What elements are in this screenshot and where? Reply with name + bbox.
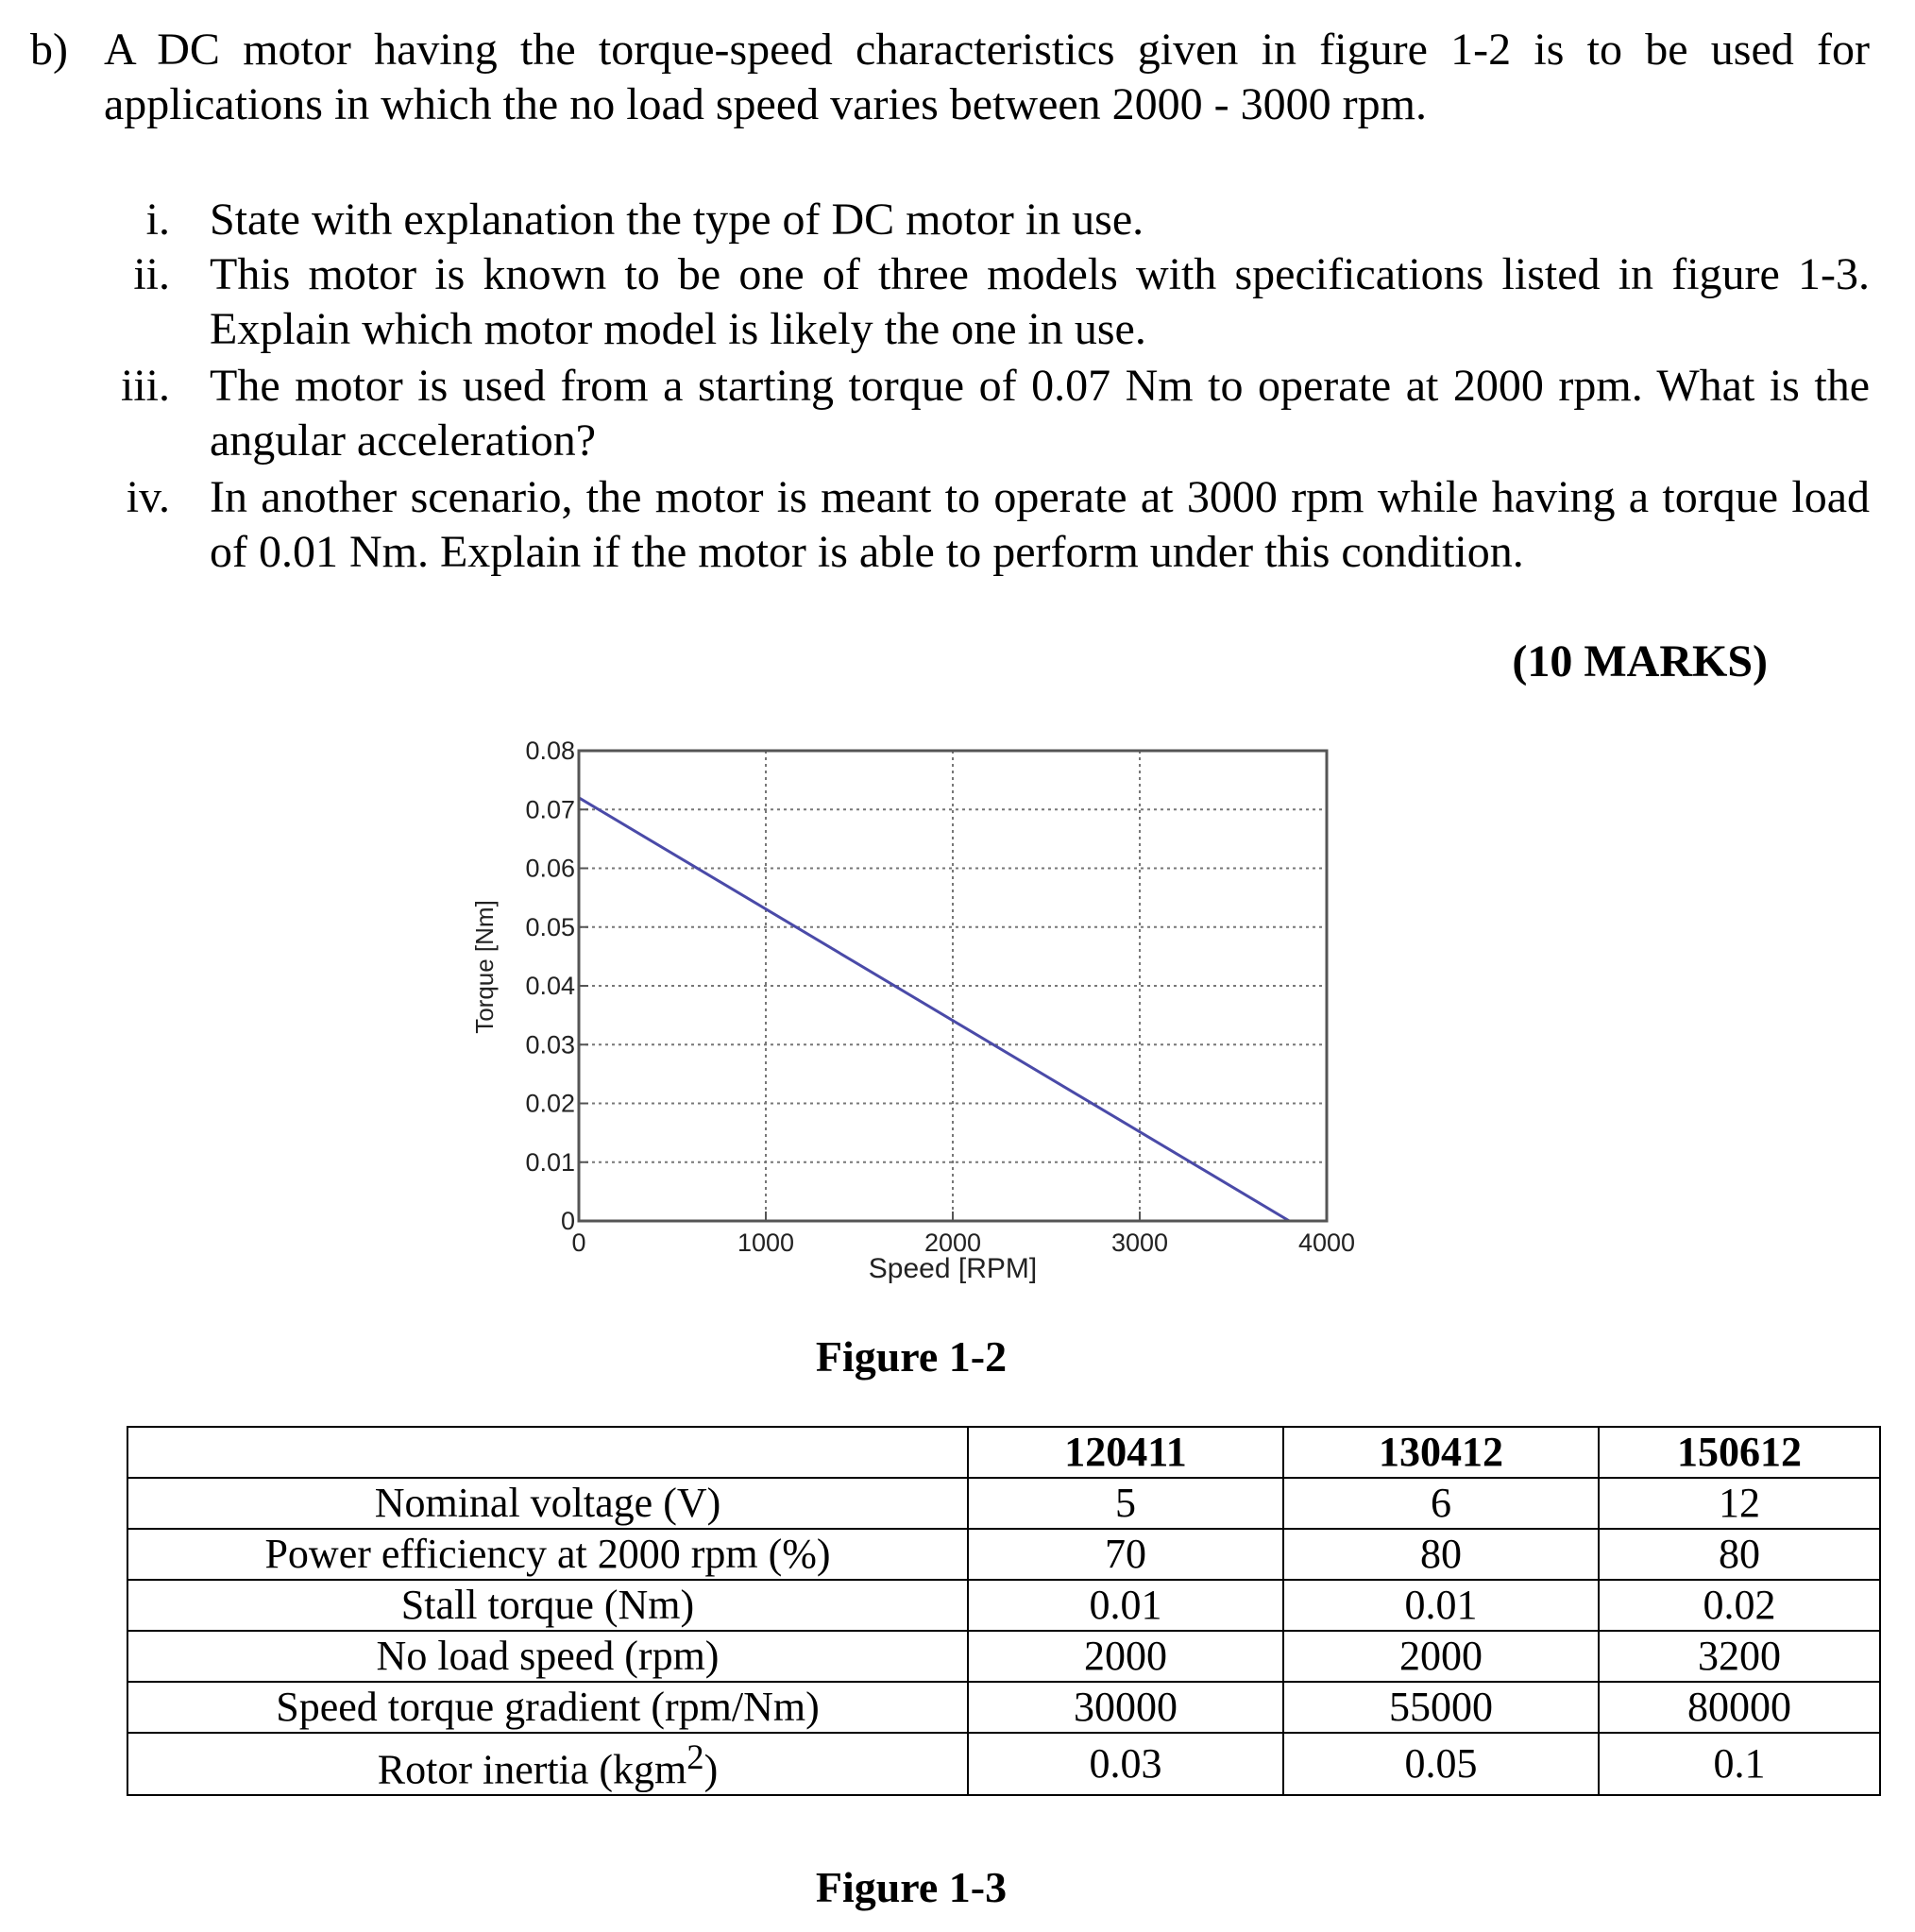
x-axis-label: Speed [RPM] — [868, 1253, 1038, 1284]
x-axis-ticks — [571, 1212, 1355, 1257]
subquestion-text: The motor is used from a starting torque of 0.07 Nm to operate at 2000 rpm. What is the angular acceleration? — [210, 361, 1870, 466]
table-cell: 0.1 — [1599, 1733, 1880, 1795]
chart-series — [579, 798, 1289, 1221]
table-cell: 0.02 — [1599, 1580, 1880, 1631]
y-tick-label: 0.05 — [525, 912, 575, 941]
row-label-end: ) — [703, 1746, 719, 1793]
table-header-cell — [127, 1427, 968, 1478]
table-row — [127, 1529, 1880, 1580]
table-cell: 5 — [968, 1478, 1283, 1529]
subquestion-text: This motor is known to be one of three models with specifications listed in figure 1-3. Explain which motor model is likely the one in use. — [210, 249, 1870, 354]
row-label: Nominal voltage (V) — [127, 1478, 968, 1529]
table-row — [127, 1682, 1880, 1733]
y-tick-label: 0.02 — [525, 1089, 575, 1118]
y-tick-label: 0.04 — [525, 972, 575, 1000]
table-cell: 0.01 — [1283, 1580, 1599, 1631]
motor-spec-table — [127, 1426, 1881, 1796]
table-header-row — [127, 1427, 1880, 1478]
table-header-cell: 130412 — [1283, 1427, 1599, 1478]
table-cell: 6 — [1283, 1478, 1599, 1529]
row-label — [127, 1733, 968, 1795]
y-axis-label: Torque [Nm] — [470, 900, 499, 1034]
subquestion-text: State with explanation the type of DC motor in use. — [210, 195, 1144, 245]
x-tick-label: 2000 — [924, 1229, 982, 1257]
question-label: b) — [30, 25, 68, 75]
table-cell: 30000 — [968, 1682, 1283, 1733]
table-row — [127, 1631, 1880, 1682]
marks-label: (10 MARKS) — [1512, 636, 1768, 686]
table-row — [127, 1733, 1880, 1795]
x-tick-label: 3000 — [1110, 1229, 1169, 1257]
figure-1-3-caption: Figure 1-3 — [815, 1863, 1008, 1911]
y-tick-label: 0.03 — [525, 1030, 575, 1059]
chart-grid — [579, 751, 1327, 1221]
subquestion-text: In another scenario, the motor is meant to operate at 3000 rpm while having a torque load of 0.01 Nm. Explain if the motor is able to perform under this condition. — [210, 472, 1870, 577]
row-label: No load speed (rpm) — [127, 1631, 968, 1682]
table-cell: 3200 — [1599, 1631, 1880, 1682]
table-header-cell: 120411 — [968, 1427, 1283, 1478]
figure-1-2-caption: Figure 1-2 — [815, 1332, 1008, 1381]
x-tick-label: 4000 — [1297, 1229, 1356, 1257]
table-cell: 0.05 — [1283, 1733, 1599, 1795]
x-tick-label: 1000 — [737, 1229, 795, 1257]
y-tick-label: 0 — [560, 1207, 575, 1235]
table-cell: 0.01 — [968, 1580, 1283, 1631]
row-label-base: Rotor inertia (kgm — [377, 1746, 687, 1793]
row-label-superscript: 2 — [686, 1737, 704, 1776]
y-tick-label: 0.08 — [525, 737, 575, 765]
y-tick-label: 0.01 — [525, 1147, 575, 1177]
subquestion-label: i. — [145, 195, 170, 245]
table-cell: 80 — [1283, 1529, 1599, 1580]
table-header-cell: 150612 — [1599, 1427, 1880, 1478]
torque-speed-chart — [453, 718, 1360, 1284]
table-row — [127, 1580, 1880, 1631]
question-intro: A DC motor having the torque-speed characteristics given in figure 1-2 is to be used for applications in which the no load speed varies between 2000 - 3000 rpm. — [104, 25, 1870, 129]
subquestion-label: iii. — [120, 361, 170, 411]
table-cell: 12 — [1599, 1478, 1880, 1529]
x-tick-label: 0 — [571, 1229, 586, 1257]
subquestion-label: ii. — [133, 249, 170, 299]
table-cell: 80 — [1599, 1529, 1880, 1580]
subquestion-label: iv. — [126, 472, 170, 522]
table-row — [127, 1478, 1880, 1529]
y-tick-label: 0.07 — [525, 795, 575, 824]
row-label: Stall torque (Nm) — [127, 1580, 968, 1631]
torque-speed-line — [579, 798, 1289, 1221]
table-cell: 2000 — [968, 1631, 1283, 1682]
row-label: Power efficiency at 2000 rpm (%) — [127, 1529, 968, 1580]
table-cell: 70 — [968, 1529, 1283, 1580]
table-cell: 80000 — [1599, 1682, 1880, 1733]
table-cell: 0.03 — [968, 1733, 1283, 1795]
table-cell: 2000 — [1283, 1631, 1599, 1682]
y-tick-label: 0.06 — [525, 854, 575, 883]
table-cell: 55000 — [1283, 1682, 1599, 1733]
row-label: Speed torque gradient (rpm/Nm) — [127, 1682, 968, 1733]
